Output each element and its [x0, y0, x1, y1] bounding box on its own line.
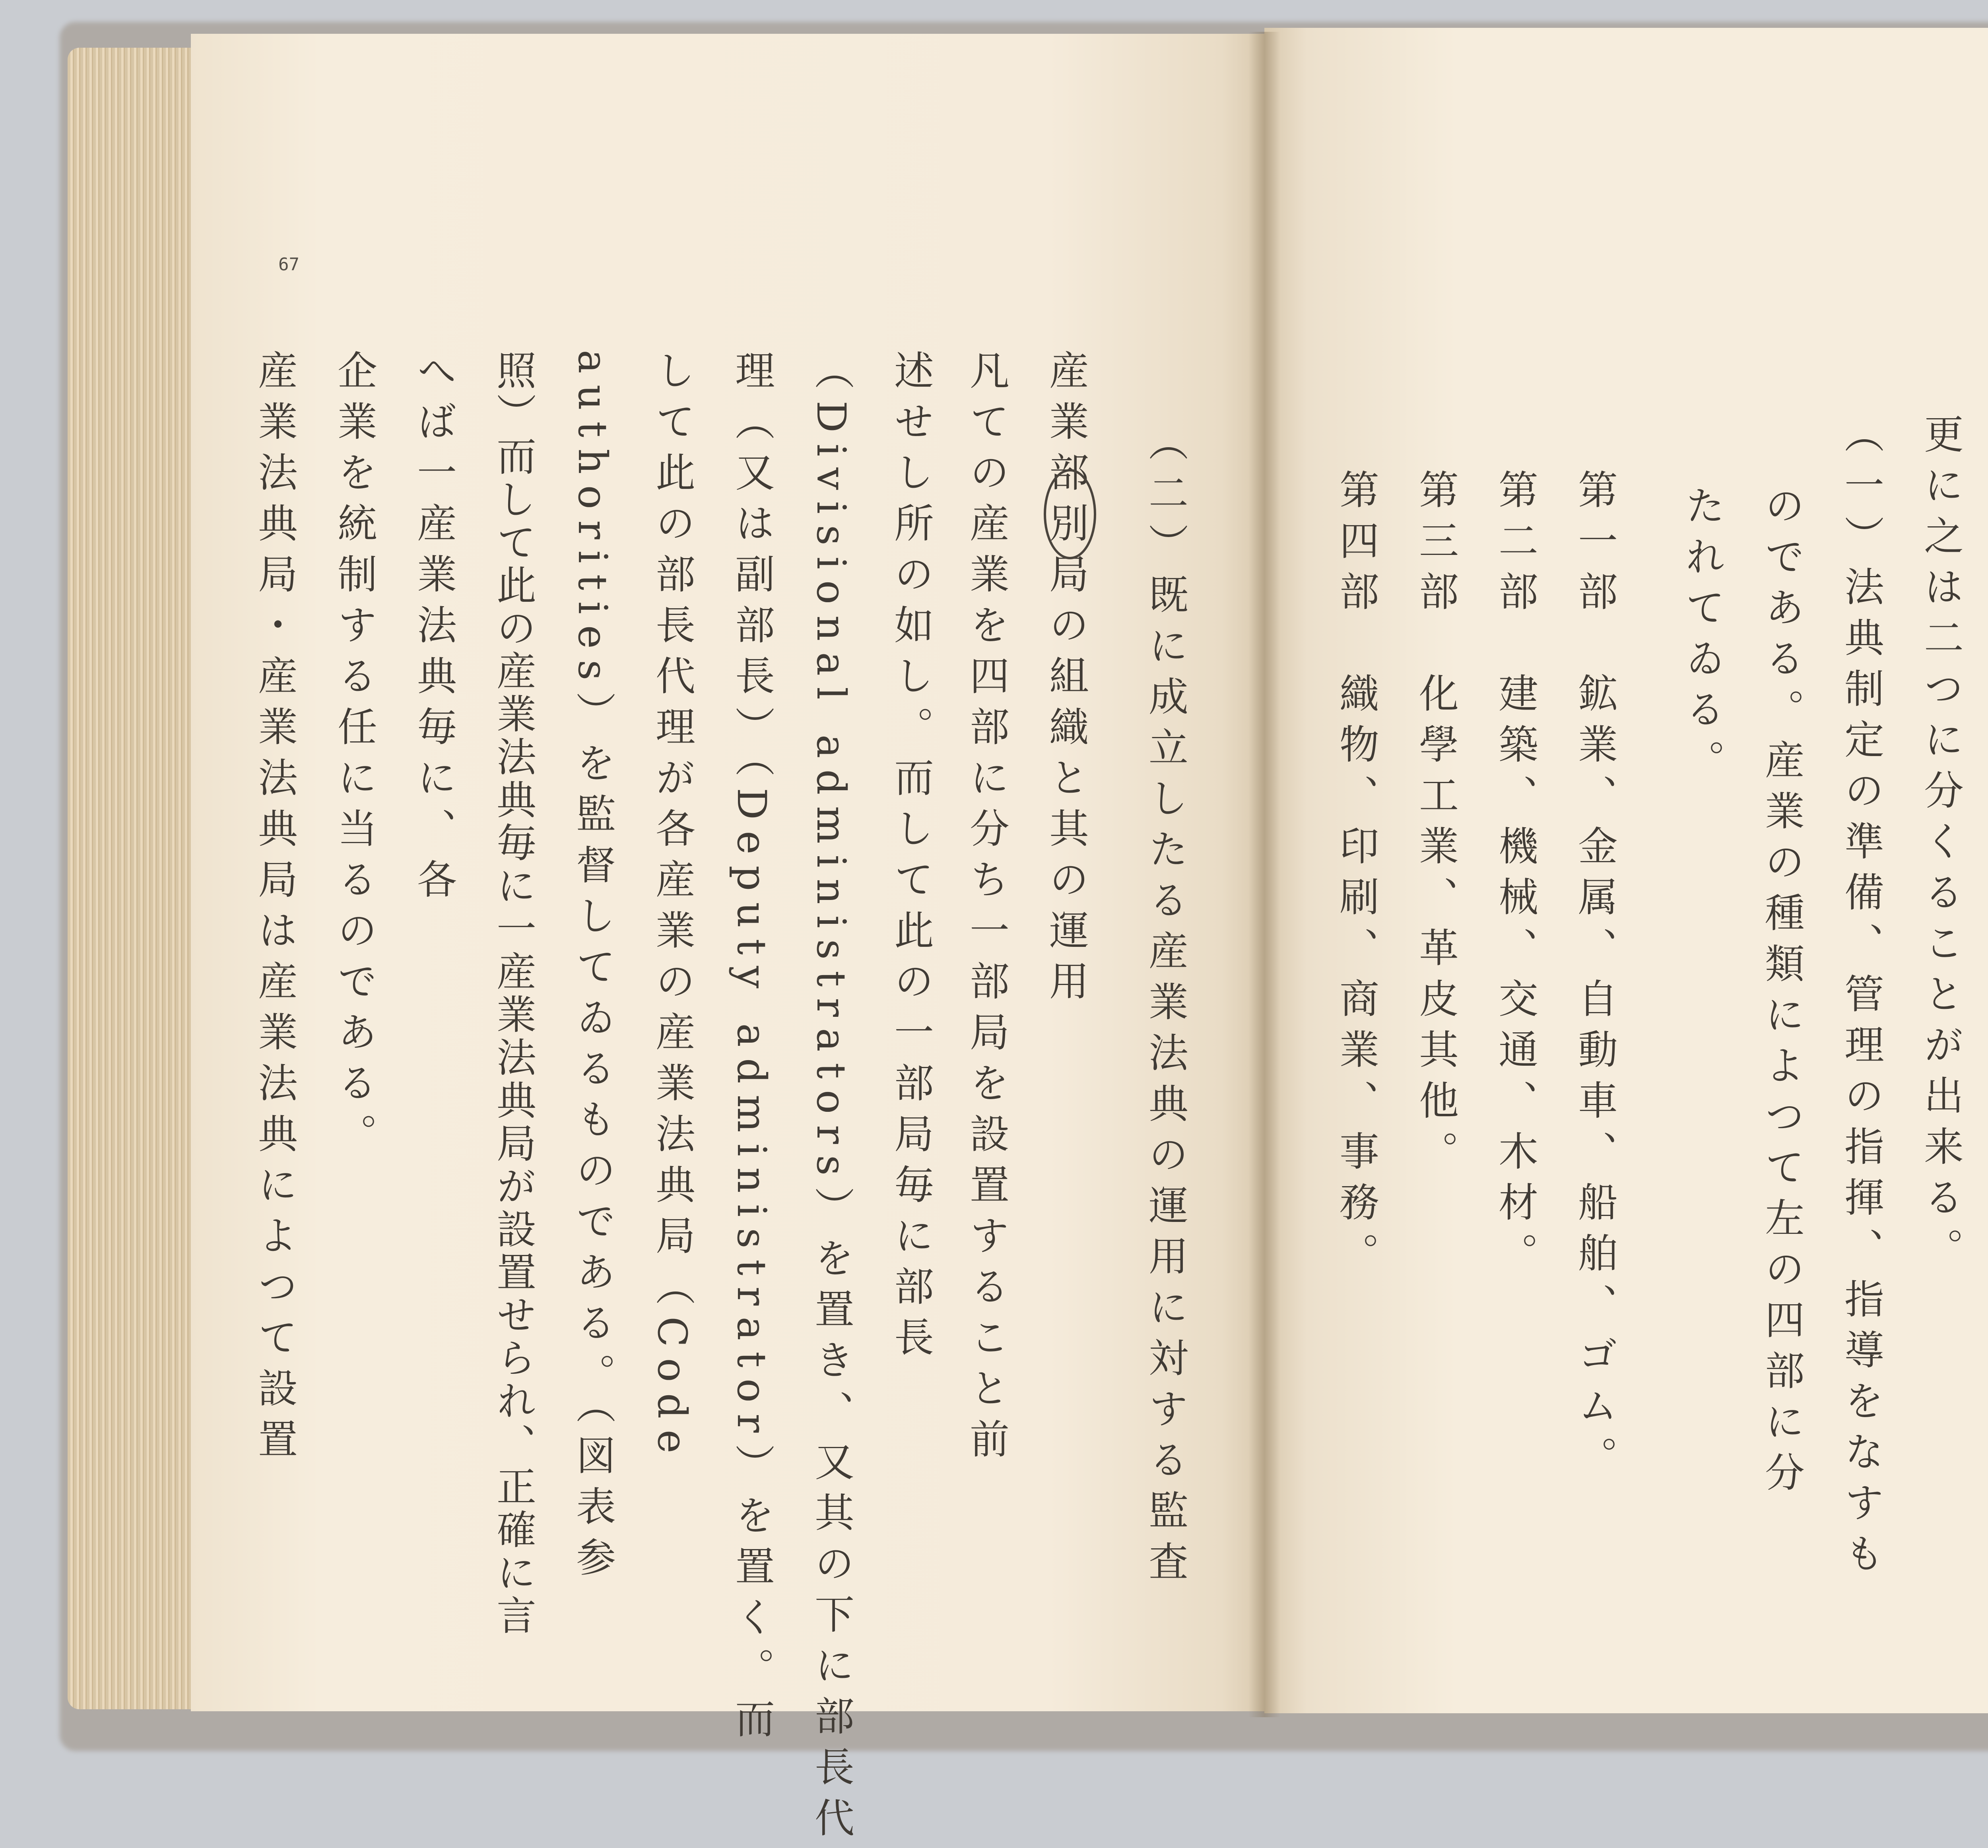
pencil-circle-mark	[1044, 469, 1096, 559]
left-line-3: 凡ての産業を四部に分ち一部局を設置すること前	[963, 350, 1010, 1469]
left-line-4: 述せし所の如し。而して此の一部局毎に部長	[887, 350, 934, 1367]
left-line-11: 企業を統制する任に当るのである。	[331, 350, 377, 1164]
left-page-number: 67	[278, 254, 299, 275]
left-line-12: 産業法典局・産業法典局は産業法典によつて設置	[251, 350, 298, 1469]
book-gutter	[1248, 32, 1280, 1717]
left-line-5: （Divisional administrators）を置き、又其の下に部長代	[808, 350, 854, 1848]
right-line-5: 更に之は二つに分くることが出来る。	[1917, 413, 1964, 1278]
left-line-7: して此の部長代理が各産業の産業法典局（Code	[649, 350, 695, 1464]
left-page-block-edge	[68, 48, 203, 1709]
right-line-12: 第四部 織物、印刷、商業、事務。	[1333, 469, 1379, 1283]
right-line-8: たれてゐる。	[1679, 485, 1725, 790]
left-line-9: 照）而して此の産業法典毎に一産業法典局が設置せられ、正確に言	[490, 350, 536, 1638]
right-line-9: 第一部 鉱業、金属、自動車、船舶、ゴム。	[1571, 469, 1618, 1487]
right-line-7: のである。産業の種類によつて左の四部に分	[1758, 485, 1805, 1503]
right-line-6: （一）法典制定の準備、管理の指揮、指導をなすも	[1838, 413, 1884, 1584]
right-line-11: 第三部 化學工業、革皮其他。	[1412, 469, 1459, 1181]
left-line-2: 産業部別局の組織と其の運用	[1043, 350, 1089, 1011]
right-line-10: 第二部 建築、機械、交通、木材。	[1492, 469, 1538, 1283]
left-line-10: へば一産業法典毎に、各	[410, 350, 457, 909]
left-line-6: 理（又は副部長）（Deputy administrator）を置く。而	[728, 350, 775, 1749]
left-line-8: authorities）を監督してゐるものである。（図表参	[569, 350, 616, 1588]
left-line-1: （二）既に成立したる産業法典の運用に対する監査	[1142, 421, 1188, 1592]
